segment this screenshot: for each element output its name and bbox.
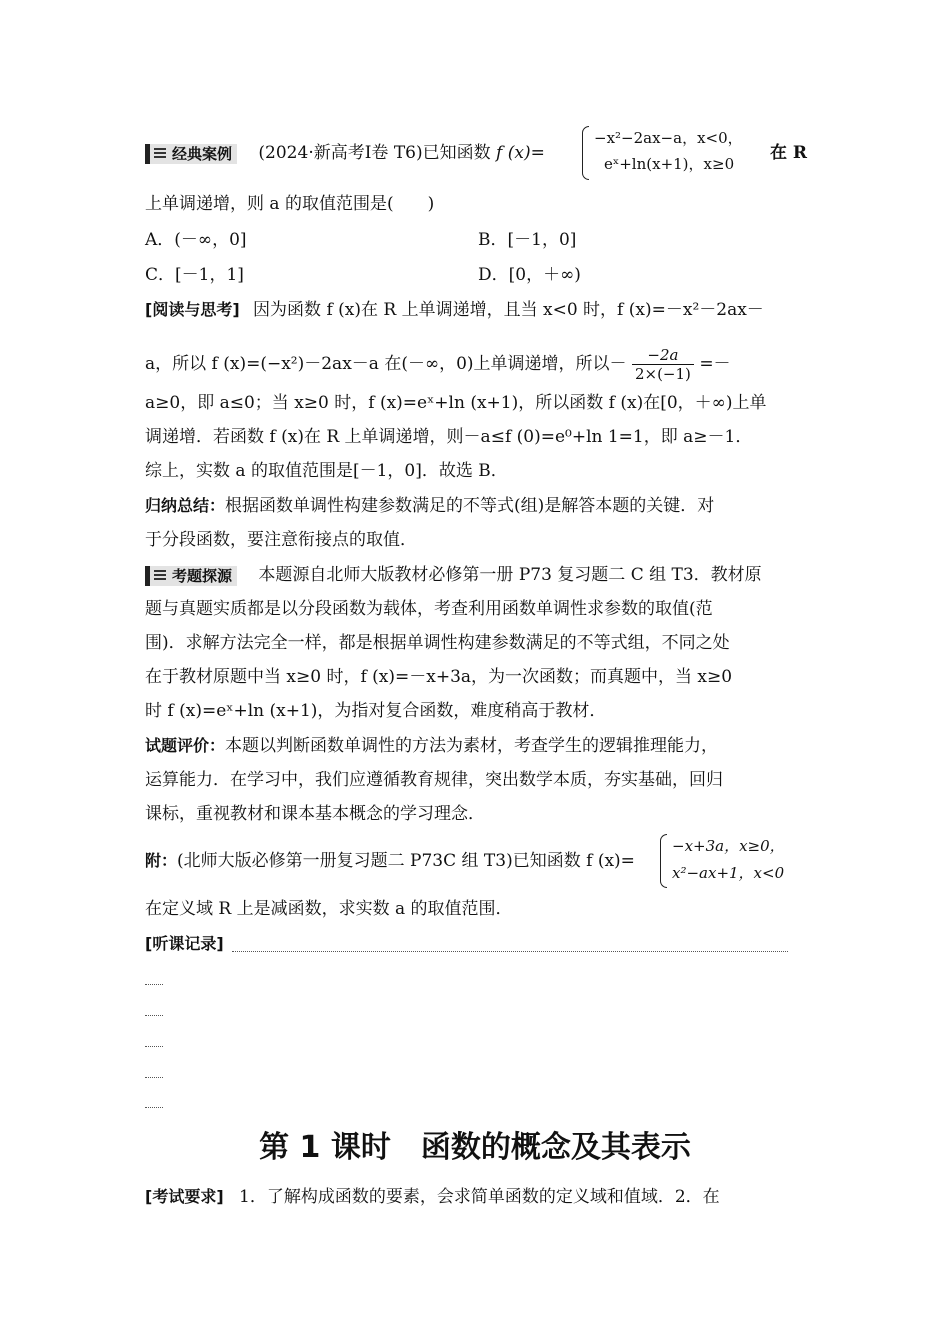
notes-blank-1[interactable] [145, 984, 163, 985]
fraction-denominator: 2×(−1) [634, 365, 691, 383]
summary-line-2: 于分段函数，要注意衔接点的取值． [145, 530, 417, 550]
summary-line-1 [145, 495, 714, 517]
case-badge: 经典案例 [145, 144, 237, 164]
case-question: 上单调递增，则 a 的取值范围是( ) [145, 194, 435, 214]
requirement-line [145, 1186, 720, 1208]
appendix-piece-2: x²−ax+1，x<0 [672, 864, 785, 882]
source-badge: 考题探源 [145, 566, 237, 586]
source-text-1: 本题源自北师大版教材必修第一册 P73 复习题二 C 组 T3．教材原 [258, 565, 762, 585]
read-line-4: 调递增．若函数 f (x)在 R 上单调递增，则－a≤f (0)=e⁰+ln 1=1，即 a≥－1． [145, 427, 753, 447]
eval-line-3: 课标，重视教材和课本基本概念的学习理念． [145, 804, 485, 824]
read-fraction [632, 346, 694, 383]
case-piece-2: eˣ+ln(x+1)，x≥0 [604, 155, 735, 173]
case-header [145, 142, 545, 164]
source-line-3: 围)．求解方法完全一样，都是根据单调性构建参数满足的不等式组，不同之处 [145, 633, 730, 653]
case-func: f (x)= [496, 143, 545, 163]
appendix-brace [660, 834, 667, 888]
read-line-2 [145, 346, 731, 383]
read-line-1 [145, 299, 764, 321]
eval-line-2: 运算能力．在学习中，我们应遵循教育规律，突出数学本质，夯实基础，回归 [145, 770, 723, 790]
lesson-title: 第 1 课时 函数的概念及其表示 [259, 1130, 691, 1165]
case-brace [582, 126, 589, 180]
notes-blank-3[interactable] [145, 1046, 163, 1047]
fraction-numerator: −2a [632, 346, 694, 365]
notes-blank-4[interactable] [145, 1077, 163, 1078]
eval-text-1: 本题以判断函数单调性的方法为素材，考查学生的逻辑推理能力， [225, 736, 719, 756]
source-line-5: 时 f (x)=eˣ+ln (x+1)，为指对复合函数，难度稍高于教材． [145, 701, 607, 721]
appendix-line-2: 在定义域 R 上是减函数，求实数 a 的取值范围． [145, 899, 513, 919]
read-line-3: a≥0，即 a≤0；当 x≥0 时，f (x)=eˣ+ln (x+1)，所以函数 f (x)在[0，＋∞)上单 [145, 393, 767, 413]
source-line-2: 题与真题实质都是以分段函数为载体，考查利用函数单调性求参数的取值(范 [145, 599, 713, 619]
summary-label: 归纳总结： [145, 496, 226, 515]
notes-blank-5[interactable] [145, 1107, 163, 1108]
read-text-2a: a，所以 f (x)=(−x²)－2ax－a 在(－∞，0)上单调递增，所以－ [145, 354, 627, 374]
source-line-1 [145, 564, 762, 586]
appendix-label: 附： [145, 851, 178, 870]
option-c: C．[－1，1] [145, 265, 244, 285]
case-piece-1: −x²−2ax−a，x<0， [594, 129, 743, 147]
read-text-2b: =－ [699, 354, 731, 374]
eval-line-1 [145, 735, 718, 757]
badge-icon [154, 570, 166, 582]
summary-text-1: 根据函数单调性构建参数满足的不等式(组)是解答本题的关键．对 [225, 496, 715, 516]
notes-label: [听课记录] [145, 934, 224, 953]
requirement-label: [考试要求] [145, 1187, 224, 1206]
option-b: B．[－1，0] [478, 230, 577, 250]
read-label: [阅读与思考] [145, 300, 240, 319]
appendix-piece-1: −x+3a，x≥0， [672, 837, 785, 855]
notes-blank-2[interactable] [145, 1015, 163, 1016]
source-line-4: 在于教材原题中当 x≥0 时，f (x)=－x+3a，为一次函数；而真题中，当 x≥0 [145, 667, 733, 687]
read-text-1: 因为函数 f (x)在 R 上单调递增，且当 x<0 时，f (x)=－x²－2ax－ [253, 300, 764, 320]
appendix-text: (北师大版必修第一册复习题二 P73C 组 T3)已知函数 f (x)= [177, 851, 635, 871]
option-a: A．(－∞，0] [145, 230, 247, 250]
notes-line[interactable] [232, 951, 788, 952]
case-source: (2024·新高考Ⅰ卷 T6)已知函数 [258, 143, 491, 163]
requirement-text: 1．了解构成函数的要素，会求简单函数的定义域和值域．2．在 [239, 1187, 720, 1207]
eval-label: 试题评价： [145, 736, 226, 755]
read-line-5: 综上，实数 a 的取值范围是[－1，0]．故选 B． [145, 461, 508, 481]
case-in-r: 在 R [770, 143, 808, 163]
notes-header [145, 933, 224, 955]
appendix-line [145, 850, 635, 872]
badge-icon [154, 148, 166, 160]
option-d: D．[0，＋∞) [478, 265, 581, 285]
